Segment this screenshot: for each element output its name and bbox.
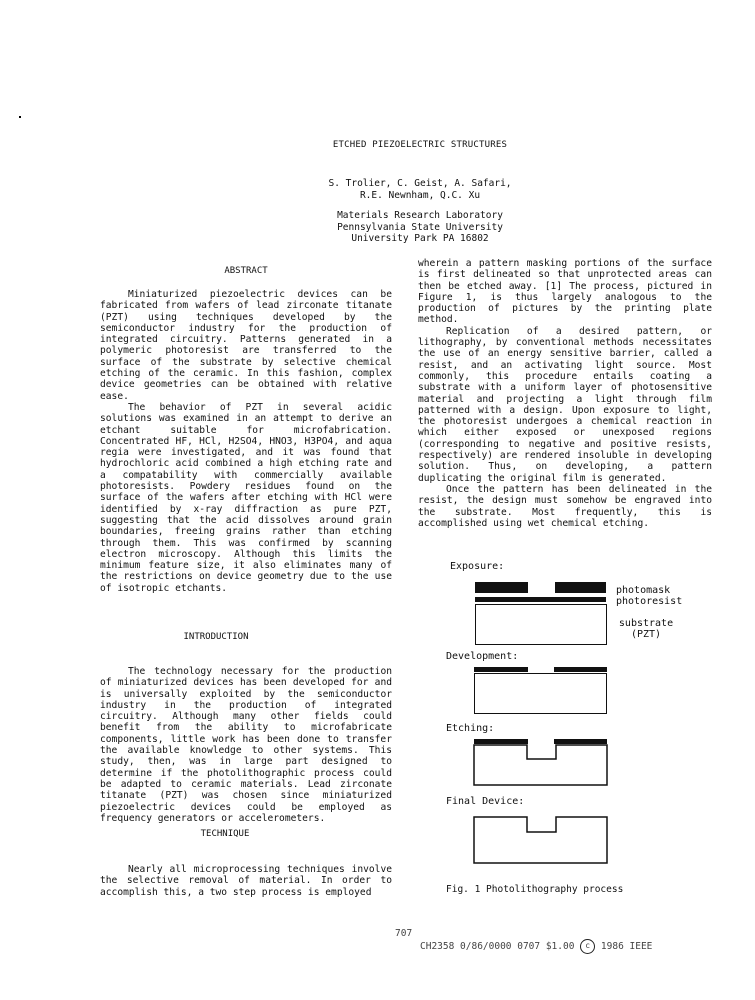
introduction-heading: INTRODUCTION xyxy=(183,632,249,642)
label-substrate: substrate xyxy=(618,618,674,629)
substrate-block xyxy=(475,604,607,645)
stage-label-development: Development: xyxy=(446,651,519,662)
technique-paragraph: Nearly all microprocessing techniques involve the selective removal of material. In order to accomplish this, a two step process is employed xyxy=(100,864,392,898)
body-paragraph: wherein a pattern masking portions of the surface is first delineated so that unprotected areas can then be etched away. [1] The process, pictured in Figure 1, is thus largely analogous to the production of pictures by the printing plate method. xyxy=(418,258,712,326)
authors-line-2: R.E. Newnham, Q.C. Xu xyxy=(359,190,481,201)
final-device-diagram xyxy=(472,814,610,866)
etched-substrate-diagram xyxy=(472,737,610,787)
affiliation-line-1: Materials Research Laboratory xyxy=(337,210,503,221)
stage-label-etching: Etching: xyxy=(446,723,495,734)
body-paragraph: Replication of a desired pattern, or lithography, by conventional methods necessitates the use of an energy sensitive barrier, called a resist, and an activating light source. Most commonly, this procedure entails coating a substrate with a uniform layer of photosensitive material and projecting a light through film patterned with a design. Upon exposure to light, the photoresist undergoes a chemical reaction in which either exposed or unexposed regions (corresponding to negative and positive resists, respectively) are rendered insoluble in developing solution. Thus, on developing, a pattern duplicating the original film is generated. xyxy=(418,325,712,484)
abstract-paragraph: The behavior of PZT in several acidic solutions was examined in an attempt to derive an etchant suitable for microfabrication. Concentrated HF, HCl, H2SO4, HNO3, H3PO4, and aqua regia were investigated, and it was found that hydrochloric acid combined a high etching rate and a compatability with commercially available photoresists. Powdery residues found on the surface of the wafers after etching with HCl were identified by x-ray diffraction as pure PZT, suggesting that the acid dissolves around grain boundaries, freeing grains rather than etching through them. This was confirmed by scanning electron microscopy. Although this limits the minimum feature size, it also eliminates many of the restrictions on device geometry due to the use of isotropic etchants. xyxy=(100,401,392,594)
photoresist-layer xyxy=(475,597,606,602)
paper-title: ETCHED PIEZOELECTRIC STRUCTURES xyxy=(332,140,508,150)
substrate-labels xyxy=(616,618,676,640)
page-number: 707 xyxy=(395,928,413,939)
label-substrate-material: (PZT) xyxy=(630,629,662,640)
copyright-text: 1986 IEEE xyxy=(600,941,653,952)
body-paragraph: Once the pattern has been delineated in the resist, the design must somehow be engraved into the substrate. Most frequently, this is accomplished using wet chemical etching. xyxy=(418,483,712,529)
figure-caption: Fig. 1 Photolithography process xyxy=(446,884,624,895)
photomask-right xyxy=(555,582,606,593)
authors-line-1: S. Trolier, C. Geist, A. Safari, xyxy=(328,178,512,189)
affiliation-line-3: University Park PA 16802 xyxy=(351,233,489,244)
stage-label-exposure: Exposure: xyxy=(450,561,505,572)
introduction-paragraph: The technology necessary for the production of miniaturized devices has been developed for and is universally exploited by the semiconductor industry in the production of integrated circuitry. Although many other fields could benefit from the ability to microfabricate components, little work has been done to transfer the available knowledge to other systems. This study, then, was in large part designed to determine if the photolithographic process could be adapted to ceramic materials. Lead zirconate titanate (PZT) was chosen since miniaturized piezoelectric devices could be employed as frequency generators or accelerometers. xyxy=(100,666,392,824)
technique-heading: TECHNIQUE xyxy=(200,829,250,839)
affiliation-line-2: Pennsylvania State University xyxy=(337,221,503,233)
abstract-paragraph: Miniaturized piezoelectric devices can be fabricated from wafers of lead zirconate titanate (PZT) using techniques developed by the semiconductor industry for the production of integrated circuitry. Patterns generated in a polymeric photoresist are transferred to the surface of the substrate by selective chemical etching of the ceramic. In this fashion, complex device geometries can be obtained with relative ease. xyxy=(100,289,392,402)
stage-label-final-device: Final Device: xyxy=(446,796,525,807)
photomask-left xyxy=(475,582,528,593)
copyright-icon: c xyxy=(580,939,595,954)
abstract-heading: ABSTRACT xyxy=(224,266,268,276)
resist-pattern-left xyxy=(474,667,528,672)
substrate-block xyxy=(474,673,607,714)
label-photomask: photomask xyxy=(616,585,671,596)
publication-footer xyxy=(420,939,652,954)
layer-labels xyxy=(616,585,682,607)
label-photoresist: photoresist xyxy=(616,596,683,607)
publication-code: CH2358 0/86/0000 0707 $1.00 xyxy=(420,941,575,952)
resist-pattern-right xyxy=(554,667,607,672)
